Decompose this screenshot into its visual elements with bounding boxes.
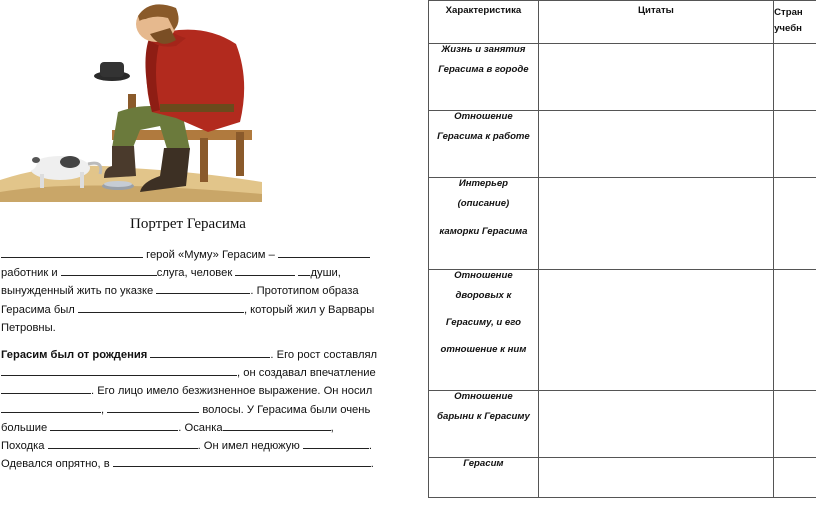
quote-cell[interactable]: [538, 111, 773, 178]
fill-blank[interactable]: [235, 264, 295, 276]
fill-blank[interactable]: [113, 455, 371, 467]
page-cell[interactable]: [774, 44, 816, 111]
header-quotes: Цитаты: [538, 1, 773, 44]
quote-cell[interactable]: [538, 458, 773, 498]
portrait-paragraph-2: Герасим был от рождения . Его рост составлял , он создавал впечатление . Его лицо имело безжизненное выражение. Он носил , волосы. У Герасима были очень большие . Осанка , Походка . Он имел недюжую . Одевался опрятно, в .: [1, 346, 393, 473]
table-row: [429, 178, 816, 270]
fill-blank[interactable]: [107, 401, 199, 413]
fill-blank[interactable]: [78, 301, 244, 313]
fill-blank[interactable]: [1, 364, 237, 376]
table-row: [429, 391, 816, 458]
portrait-paragraph-1: герой «Муму» Герасим – работник и слуга, человек души, вынужденный жить по указке . Прототипом образа Герасима был , который жил у Варвары Петровны.: [1, 246, 393, 337]
quote-cell[interactable]: [538, 391, 773, 458]
fill-blank[interactable]: [1, 401, 101, 413]
row-label: Отношение барыни к Герасиму: [429, 391, 539, 458]
fill-blank[interactable]: [1, 382, 91, 394]
gerasim-illustration: [0, 0, 262, 202]
page-cell[interactable]: [774, 391, 816, 458]
header-characteristic: Характеристика: [429, 1, 539, 44]
page-cell[interactable]: [774, 458, 816, 498]
fill-blank[interactable]: [278, 246, 370, 258]
fill-blank[interactable]: [298, 264, 310, 276]
page-cell[interactable]: [774, 178, 816, 270]
row-label: Интерьер (описание) каморки Герасима: [429, 178, 539, 270]
fill-blank[interactable]: [61, 264, 157, 276]
fill-blank[interactable]: [50, 419, 178, 431]
fill-blank[interactable]: [223, 419, 331, 431]
fill-blank[interactable]: [48, 437, 198, 449]
fill-blank[interactable]: [303, 437, 369, 449]
table-row: [429, 458, 816, 498]
table-header-row: [429, 1, 816, 44]
table-row: [429, 44, 816, 111]
characteristics-table: [428, 0, 816, 498]
table-row: [429, 270, 816, 391]
page-title: Портрет Герасима: [130, 216, 246, 232]
page-cell[interactable]: [774, 111, 816, 178]
fill-blank[interactable]: [1, 246, 143, 258]
quote-cell[interactable]: [538, 270, 773, 391]
row-label: Отношение дворовых к Герасиму, и его отношение к ним: [429, 270, 539, 391]
quote-cell[interactable]: [538, 178, 773, 270]
header-page: Стран учебн: [774, 1, 816, 44]
table-row: [429, 111, 816, 178]
row-label: Отношение Герасима к работе: [429, 111, 539, 178]
row-label: Жизнь и занятия Герасима в городе: [429, 44, 539, 111]
row-label: Герасим: [429, 458, 539, 498]
fill-blank[interactable]: [150, 346, 270, 358]
page-cell[interactable]: [774, 270, 816, 391]
quote-cell[interactable]: [538, 44, 773, 111]
fill-blank[interactable]: [156, 282, 250, 294]
